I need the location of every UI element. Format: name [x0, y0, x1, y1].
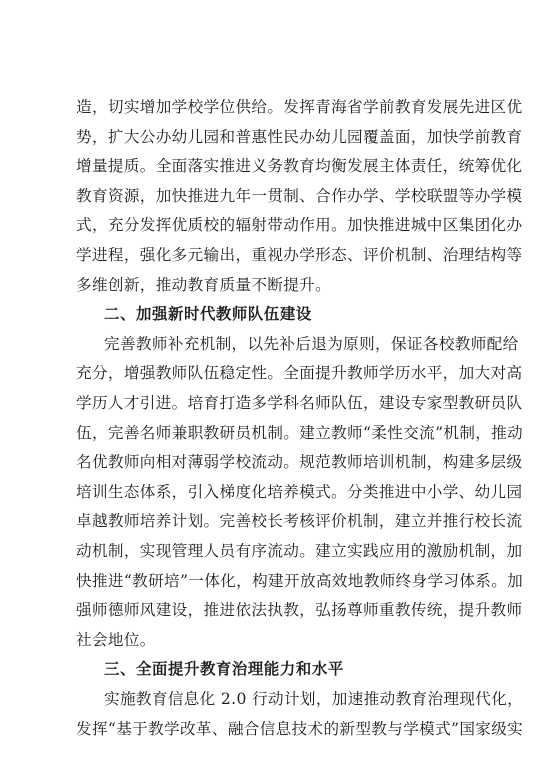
text-line: 强师德师风建设，推进依法执教，弘扬尊师重教传统，提升教师 — [76, 601, 523, 619]
text-line: 培训生态体系，引入梯度化培养模式。分类推进中小学、幼儿园 — [76, 483, 523, 501]
text-line: 伍，完善名师兼职教研员机制。建立教师“柔性交流”机制，推动 — [76, 424, 524, 442]
text-line: 充分，增强教师队伍稳定性。全面提升教师学历水平，加大对高 — [76, 364, 523, 382]
text-line: 造，切实增加学校学位供给。发挥青海省学前教育发展先进区优 — [76, 98, 523, 116]
text-line: 动机制，实现管理人员有序流动。建立实践应用的激励机制，加 — [76, 542, 523, 560]
text-line: 式，充分发挥优质校的辐射带动作用。加快推进城中区集团化办 — [76, 216, 523, 234]
text-line: 实施教育信息化 2.0 行动计划，加速推动教育治理现代化， — [104, 690, 524, 708]
heading-text: 三、全面提升教育治理能力和水平 — [104, 660, 344, 678]
text-line: 多维创新，推动教育质量不断提升。 — [76, 276, 332, 294]
text-line: 快推进“教研培”一体化，构建开放高效地教师终身学习体系。加 — [76, 572, 524, 590]
text-line: 名优教师向相对薄弱学校流动。规范教师培训机制，构建多层级 — [76, 453, 523, 471]
text-line: 增量提质。全面落实推进义务教育均衡发展主体责任，统筹优化 — [76, 157, 523, 175]
text-line: 社会地位。 — [76, 631, 156, 649]
text-line: 教育资源，加快推进九年一贯制、合作办学、学校联盟等办学模 — [76, 187, 523, 205]
text-line: 势，扩大公办幼儿园和普惠性民办幼儿园覆盖面，加快学前教育 — [76, 128, 523, 146]
heading-text: 二、加强新时代教师队伍建设 — [104, 305, 312, 323]
text-line: 学历人才引进。培育打造多学科名师队伍，建设专家型教研员队 — [76, 394, 523, 412]
text-line: 发挥“基于教学改革、融合信息技术的新型教与学模式”国家级实 — [76, 720, 524, 738]
text-line: 学进程，强化多元输出，重视办学形态、评价机制、治理结构等 — [76, 246, 523, 264]
text-line: 卓越教师培养计划。完善校长考核评价机制，建立并推行校长流 — [76, 512, 523, 530]
text-line: 完善教师补充机制，以先补后退为原则，保证各校教师配给 — [104, 335, 519, 353]
